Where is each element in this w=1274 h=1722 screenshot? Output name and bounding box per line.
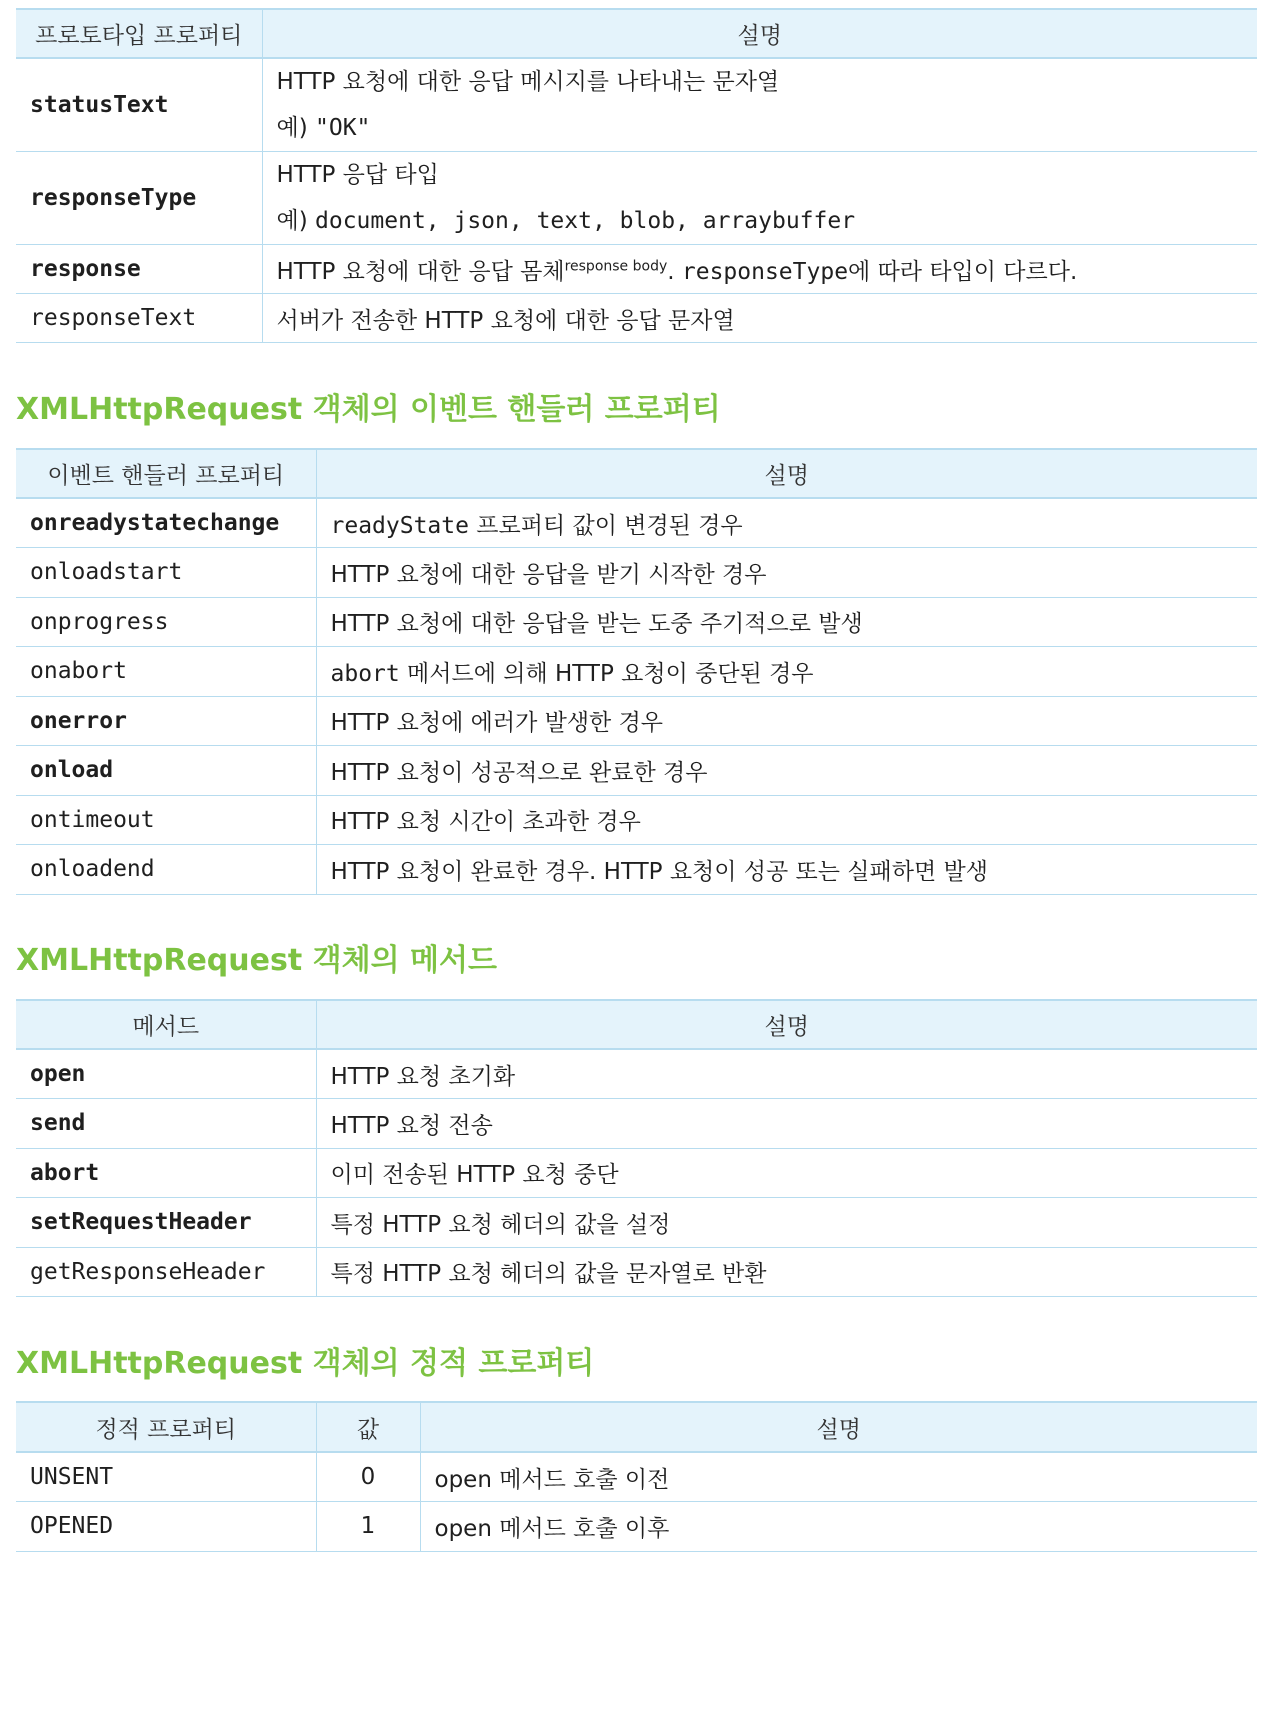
property-description: 서버가 전송한 HTTP 요청에 대한 응답 문자열 [262,294,1257,343]
handler-name: onreadystatechange [16,498,316,548]
handler-name: onloadstart [16,548,316,598]
static-property-name: OPENED [16,1502,316,1552]
handler-name: onloadend [16,845,316,895]
handler-name: onprogress [16,597,316,647]
handler-name: onload [16,746,316,796]
method-name: open [16,1049,316,1099]
table-row [16,1049,1257,1099]
table-row [16,1247,1257,1297]
property-description [262,58,1257,152]
table-row [16,245,1257,294]
handler-description: readyState 프로퍼티 값이 변경된 경우 [316,498,1257,548]
static-properties-table [16,1401,1257,1552]
property-name: responseText [16,294,262,343]
method-name: abort [16,1148,316,1198]
static-property-value: 1 [316,1502,420,1552]
prototype-properties-table [16,8,1257,343]
section-title-static-properties: XMLHttpRequest 객체의 정적 프로퍼티 [16,1346,595,1381]
handler-description: HTTP 요청이 성공적으로 완료한 경우 [316,746,1257,796]
table-row [16,1198,1257,1248]
table-row [16,647,1257,697]
method-description: 특정 HTTP 요청 헤더의 값을 설정 [316,1198,1257,1248]
column-header-event-handler: 이벤트 핸들러 프로퍼티 [16,449,316,498]
method-description: HTTP 요청 초기화 [316,1049,1257,1099]
static-property-name: UNSENT [16,1452,316,1502]
section-title-methods: XMLHttpRequest 객체의 메서드 [16,943,497,978]
column-header-value: 값 [316,1402,420,1452]
table-row [16,746,1257,796]
table-row [16,597,1257,647]
handler-description: abort 메서드에 의해 HTTP 요청이 중단된 경우 [316,647,1257,697]
description-example: 예) document, json, text, blob, arraybuffer [276,208,856,234]
column-header-static-property: 정적 프로퍼티 [16,1402,316,1452]
column-header-method: 메서드 [16,1000,316,1049]
table-row [16,1452,1257,1502]
column-header-description: 설명 [420,1402,1257,1452]
table-row [16,152,1257,245]
property-name: statusText [16,58,262,152]
handler-name: onerror [16,696,316,746]
static-property-value: 0 [316,1452,420,1502]
handler-description: HTTP 요청에 에러가 발생한 경우 [316,696,1257,746]
table-row [16,696,1257,746]
handler-name: onabort [16,647,316,697]
table-row [16,498,1257,548]
description-text: HTTP 요청에 대한 응답 메시지를 나타내는 문자열 [276,69,780,95]
property-description: HTTP 요청에 대한 응답 몸체$^{response body}$. responseType에 따라 타입이 다르다. [262,245,1257,294]
method-description: HTTP 요청 전송 [316,1099,1257,1149]
static-property-description: open 메서드 호출 이전 [420,1452,1257,1502]
methods-table [16,999,1257,1297]
event-handler-table [16,448,1257,895]
table-row [16,845,1257,895]
table-row [16,548,1257,598]
table-row [16,795,1257,845]
handler-description: HTTP 요청에 대한 응답을 받기 시작한 경우 [316,548,1257,598]
property-name: response [16,245,262,294]
table-row [16,58,1257,152]
handler-description: HTTP 요청이 완료한 경우. HTTP 요청이 성공 또는 실패하면 발생 [316,845,1257,895]
property-name: responseType [16,152,262,245]
property-description [262,152,1257,245]
column-header-description: 설명 [316,1000,1257,1049]
column-header-property: 프로토타입 프로퍼티 [16,9,262,58]
description-example: 예) "OK" [276,115,371,141]
method-description: 이미 전송된 HTTP 요청 중단 [316,1148,1257,1198]
handler-name: ontimeout [16,795,316,845]
footnote-term: response body [564,257,668,274]
method-name: setRequestHeader [16,1198,316,1248]
method-description: 특정 HTTP 요청 헤더의 값을 문자열로 반환 [316,1247,1257,1297]
section-title-event-handlers: XMLHttpRequest 객체의 이벤트 핸들러 프로퍼티 [16,392,721,427]
method-name: getResponseHeader [16,1247,316,1297]
table-row [16,294,1257,343]
handler-description: HTTP 요청 시간이 초과한 경우 [316,795,1257,845]
handler-description: HTTP 요청에 대한 응답을 받는 도중 주기적으로 발생 [316,597,1257,647]
column-header-description: 설명 [262,9,1257,58]
table-row [16,1148,1257,1198]
table-row [16,1502,1257,1552]
method-name: send [16,1099,316,1149]
table-row [16,1099,1257,1149]
description-text: HTTP 응답 타입 [276,162,439,188]
static-property-description: open 메서드 호출 이후 [420,1502,1257,1552]
column-header-description: 설명 [316,449,1257,498]
